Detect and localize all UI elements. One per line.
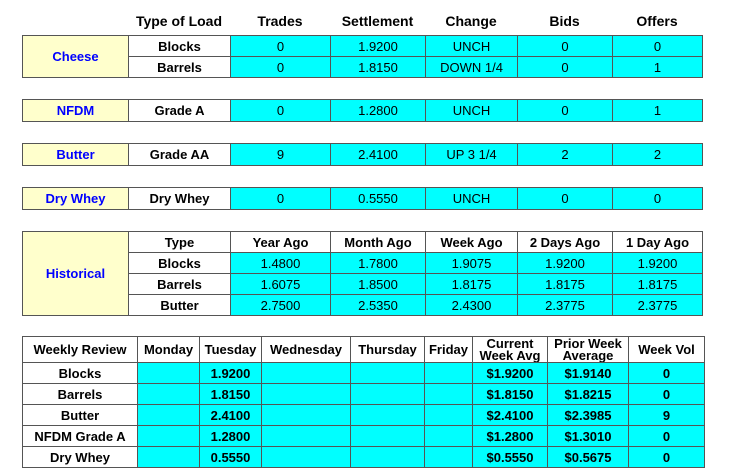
header-bids: Bids — [549, 13, 580, 29]
drywhey-offers: 0 — [613, 188, 703, 210]
historical-value: 2.4300 — [426, 295, 518, 316]
weekly-header-thursday: Thursday — [351, 337, 425, 363]
weekly-commodity: NFDM Grade A — [23, 426, 138, 447]
weekly-header-tuesday: Tuesday — [200, 337, 262, 363]
weekly-monday — [138, 426, 200, 447]
cheese-blocks-change: UNCH — [426, 36, 518, 57]
historical-value: 1.4800 — [231, 253, 331, 274]
butter-table — [22, 143, 703, 166]
nfdm-offers: 1 — [613, 100, 703, 122]
weekly-row — [23, 405, 705, 426]
weekly-prior-avg: $1.9140 — [548, 363, 629, 384]
cheese-blocks-settlement: 1.9200 — [331, 36, 426, 57]
weekly-prior-avg: $0.5675 — [548, 447, 629, 468]
weekly-wednesday — [262, 363, 351, 384]
historical-header-type: Type — [129, 232, 231, 253]
historical-header-2-days-ago: 2 Days Ago — [518, 232, 613, 253]
nfdm-trades: 0 — [231, 100, 331, 122]
cheese-type-barrels: Barrels — [129, 57, 231, 78]
cheese-barrels-offers: 1 — [613, 57, 703, 78]
butter-type: Grade AA — [129, 144, 231, 166]
weekly-wednesday — [262, 405, 351, 426]
weekly-row — [23, 447, 705, 468]
weekly-friday — [425, 363, 473, 384]
weekly-vol: 0 — [629, 384, 705, 405]
weekly-monday — [138, 447, 200, 468]
weekly-tuesday: 1.9200 — [200, 363, 262, 384]
nfdm-settlement: 1.2800 — [331, 100, 426, 122]
weekly-tuesday: 0.5550 — [200, 447, 262, 468]
weekly-commodity: Butter — [23, 405, 138, 426]
weekly-thursday — [351, 405, 425, 426]
nfdm-label: NFDM — [23, 100, 129, 122]
cheese-barrels-settlement: 1.8150 — [331, 57, 426, 78]
weekly-commodity: Dry Whey — [23, 447, 138, 468]
historical-value: 1.6075 — [231, 274, 331, 295]
nfdm-bids: 0 — [518, 100, 613, 122]
weekly-current-avg: $1.8150 — [473, 384, 548, 405]
butter-settlement: 2.4100 — [331, 144, 426, 166]
weekly-row — [23, 384, 705, 405]
butter-change: UP 3 1/4 — [426, 144, 518, 166]
weekly-friday — [425, 405, 473, 426]
historical-type: Barrels — [129, 274, 231, 295]
weekly-monday — [138, 384, 200, 405]
cheese-type-blocks: Blocks — [129, 36, 231, 57]
cheese-barrels-trades: 0 — [231, 57, 331, 78]
weekly-friday — [425, 447, 473, 468]
historical-value: 1.7800 — [331, 253, 426, 274]
historical-value: 2.3775 — [518, 295, 613, 316]
weekly-header-current-week-avg: Current Week Avg — [473, 337, 548, 363]
weekly-wednesday — [262, 426, 351, 447]
weekly-header-wednesday: Wednesday — [262, 337, 351, 363]
weekly-vol: 9 — [629, 405, 705, 426]
butter-trades: 9 — [231, 144, 331, 166]
cheese-blocks-offers: 0 — [613, 36, 703, 57]
drywhey-settlement: 0.5550 — [331, 188, 426, 210]
weekly-wednesday — [262, 384, 351, 405]
historical-type: Butter — [129, 295, 231, 316]
historical-value: 1.8500 — [331, 274, 426, 295]
weekly-thursday — [351, 447, 425, 468]
weekly-review-table — [22, 336, 705, 468]
weekly-vol: 0 — [629, 447, 705, 468]
weekly-commodity: Barrels — [23, 384, 138, 405]
cheese-label: Cheese — [23, 36, 129, 78]
weekly-prior-avg: $2.3985 — [548, 405, 629, 426]
weekly-monday — [138, 363, 200, 384]
cheese-barrels-bids: 0 — [518, 57, 613, 78]
historical-table — [22, 231, 703, 316]
weekly-wednesday — [262, 447, 351, 468]
historical-value: 2.5350 — [331, 295, 426, 316]
nfdm-table — [22, 99, 703, 122]
weekly-monday — [138, 405, 200, 426]
historical-header-year-ago: Year Ago — [231, 232, 331, 253]
historical-value: 1.9200 — [518, 253, 613, 274]
header-settlement: Settlement — [341, 13, 414, 29]
weekly-row — [23, 426, 705, 447]
historical-value: 1.8175 — [613, 274, 703, 295]
drywhey-change: UNCH — [426, 188, 518, 210]
header-trades: Trades — [257, 13, 303, 29]
weekly-vol: 0 — [629, 426, 705, 447]
header-change: Change — [445, 13, 497, 29]
weekly-thursday — [351, 426, 425, 447]
historical-value: 1.8175 — [426, 274, 518, 295]
drywhey-bids: 0 — [518, 188, 613, 210]
weekly-tuesday: 1.8150 — [200, 384, 262, 405]
weekly-prior-avg: $1.3010 — [548, 426, 629, 447]
cheese-blocks-trades: 0 — [231, 36, 331, 57]
historical-header-month-ago: Month Ago — [331, 232, 426, 253]
weekly-row — [23, 363, 705, 384]
historical-header-week-ago: Week Ago — [426, 232, 518, 253]
weekly-header-review: Weekly Review — [23, 337, 138, 363]
weekly-tuesday: 1.2800 — [200, 426, 262, 447]
weekly-header-friday: Friday — [425, 337, 473, 363]
drywhey-table — [22, 187, 703, 210]
header-offers: Offers — [636, 13, 678, 29]
cheese-blocks-bids: 0 — [518, 36, 613, 57]
header-type-of-load: Type of Load — [135, 13, 223, 29]
weekly-friday — [425, 384, 473, 405]
historical-value: 2.3775 — [613, 295, 703, 316]
butter-offers: 2 — [613, 144, 703, 166]
historical-header-1-day-ago: 1 Day Ago — [613, 232, 703, 253]
cheese-barrels-change: DOWN 1/4 — [426, 57, 518, 78]
weekly-current-avg: $1.9200 — [473, 363, 548, 384]
historical-value: 1.9075 — [426, 253, 518, 274]
weekly-thursday — [351, 384, 425, 405]
weekly-thursday — [351, 363, 425, 384]
weekly-current-avg: $1.2800 — [473, 426, 548, 447]
drywhey-trades: 0 — [231, 188, 331, 210]
drywhey-label: Dry Whey — [23, 188, 129, 210]
cheese-table — [22, 35, 703, 78]
weekly-prior-avg: $1.8215 — [548, 384, 629, 405]
historical-value: 1.8175 — [518, 274, 613, 295]
weekly-header-monday: Monday — [138, 337, 200, 363]
weekly-commodity: Blocks — [23, 363, 138, 384]
butter-label: Butter — [23, 144, 129, 166]
weekly-vol: 0 — [629, 363, 705, 384]
nfdm-type: Grade A — [129, 100, 231, 122]
weekly-current-avg: $2.4100 — [473, 405, 548, 426]
weekly-friday — [425, 426, 473, 447]
weekly-tuesday: 2.4100 — [200, 405, 262, 426]
historical-type: Blocks — [129, 253, 231, 274]
drywhey-type: Dry Whey — [129, 188, 231, 210]
nfdm-change: UNCH — [426, 100, 518, 122]
historical-label: Historical — [23, 232, 129, 316]
weekly-current-avg: $0.5550 — [473, 447, 548, 468]
historical-value: 1.9200 — [613, 253, 703, 274]
historical-value: 2.7500 — [231, 295, 331, 316]
weekly-header-prior-week-average: Prior Week Average — [548, 337, 629, 363]
butter-bids: 2 — [518, 144, 613, 166]
weekly-header-week-vol: Week Vol — [629, 337, 705, 363]
